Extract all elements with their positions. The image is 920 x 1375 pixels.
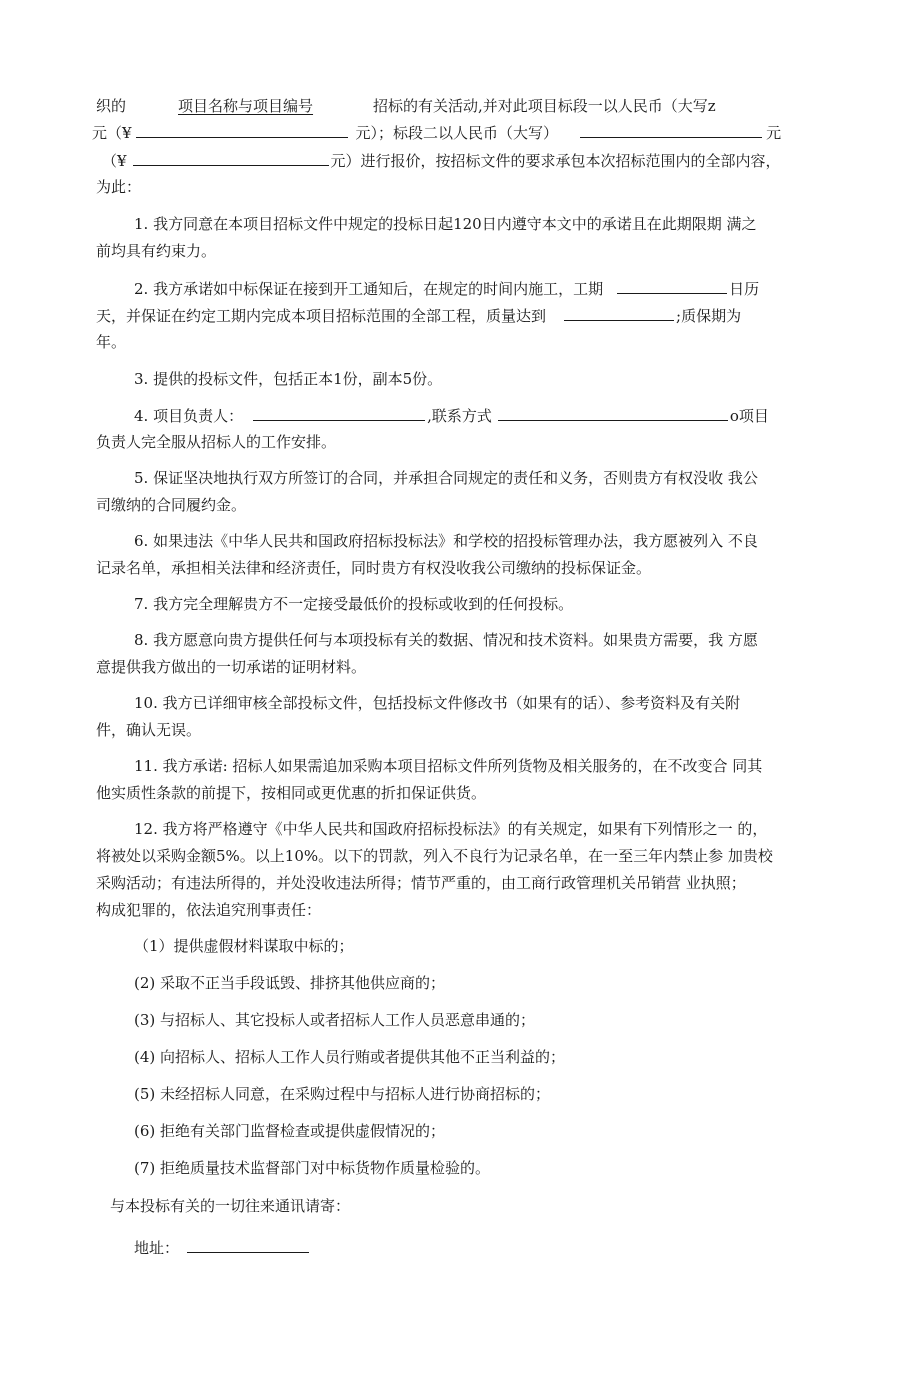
item-10-line-2: 件，确认无误。 xyxy=(96,721,202,739)
intro-text: （¥ xyxy=(102,152,127,170)
intro-text: 织的 xyxy=(96,97,127,115)
item-12-line-2: 将被处以采购金额5%。以上10%。以下的罚款，列入不良行为记录名单，在一至三年内禁止参 加贵校 xyxy=(96,847,773,865)
item-text: ;质保期为 xyxy=(676,307,742,325)
intro-line-2 xyxy=(92,122,781,143)
item-6-line-1: 6. 如果违法《中华人民共和国政府招标投标法》和学校的招投标管理办法，我方愿被列入 不良 xyxy=(134,532,758,550)
amount-lot2-figure-blank xyxy=(133,150,329,166)
item-8-line-1: 8. 我方愿意向贵方提供任何与本项投标有关的数据、情况和技术资料。如果贵方需要，我 方愿 xyxy=(134,631,758,649)
item-1-line-2: 前均具有约束力。 xyxy=(96,242,217,260)
item-12-line-4: 构成犯罪的，依法追究刑事责任： xyxy=(96,901,322,919)
project-manager-blank xyxy=(253,405,425,421)
contact-method-blank xyxy=(498,405,728,421)
intro-line-4: 为此： xyxy=(96,178,142,196)
item-11-line-1: 11. 我方承诺: 招标人如果需追加采购本项目招标文件所列货物及相关服务的，在不改变合 同其 xyxy=(134,757,763,775)
item-2-line-3: 年。 xyxy=(96,333,127,351)
item-2-line-1 xyxy=(134,278,759,299)
case-4: (4) 向招标人、招标人工作人员行贿或者提供其他不正当利益的； xyxy=(134,1048,566,1066)
item-5-line-1: 5. 保证坚决地执行双方所签订的合同，并承担合同规定的责任和义务，否则贵方有权没收 我公 xyxy=(134,469,758,487)
item-10-line-1: 10. 我方已详细审核全部投标文件，包括投标文件修改书（如果有的话）、参考资料及有关附 xyxy=(134,694,741,712)
item-6-line-2: 记录名单，承担相关法律和经济责任，同时贵方有权没收我公司缴纳的投标保证金。 xyxy=(96,559,652,577)
address-line xyxy=(134,1237,309,1258)
construction-period-blank xyxy=(617,278,727,294)
case-5: (5) 未经招标人同意，在采购过程中与招标人进行协商招标的； xyxy=(134,1085,551,1103)
item-1-line-1: 1. 我方同意在本项目招标文件中规定的投标日起120日内遵守本文中的承诺且在此期限期 满之 xyxy=(134,215,757,233)
item-2-line-2 xyxy=(96,305,741,326)
project-name-field: 项目名称与项目编号 xyxy=(178,97,314,115)
case-2: (2) 采取不正当手段诋毁、排挤其他供应商的； xyxy=(134,974,446,992)
item-8-line-2: 意提供我方做出的一切承诺的证明材料。 xyxy=(96,658,367,676)
quality-standard-blank xyxy=(564,305,674,321)
case-6: (6) 拒绝有关部门监督检查或提供虚假情况的； xyxy=(134,1122,446,1140)
intro-line-1 xyxy=(96,96,716,116)
item-text: ,联系方式 xyxy=(427,407,492,425)
item-3-line: 3. 提供的投标文件，包括正本1份，副本5份。 xyxy=(134,370,443,388)
item-4-line-2: 负责人完全服从招标人的工作安排。 xyxy=(96,433,337,451)
item-text: 日历 xyxy=(729,280,760,298)
intro-text: 元（¥ xyxy=(92,124,132,142)
item-text: 4. 项目负责人： xyxy=(134,407,244,425)
case-1: （1）提供虚假材料谋取中标的； xyxy=(134,937,354,955)
intro-text: 元）；标段二以人民币（大写） xyxy=(355,124,559,142)
item-12-line-1: 12. 我方将严格遵守《中华人民共和国政府招标投标法》的有关规定，如果有下列情形之一 的， xyxy=(134,820,768,838)
item-7-line: 7. 我方完全理解贵方不一定接受最低价的投标或收到的任何投标。 xyxy=(134,595,574,613)
item-text: 2. 我方承诺如中标保证在接到开工通知后，在规定的时间内施工，工期 xyxy=(134,280,604,298)
item-text: 天，并保证在约定工期内完成本项目招标范围的全部工程，质量达到 xyxy=(96,307,547,325)
item-text: o项目 xyxy=(729,407,769,425)
contact-intro: 与本投标有关的一切往来通讯请寄： xyxy=(110,1197,351,1215)
amount-lot1-figure-blank xyxy=(136,122,348,138)
intro-text: 元）进行报价，按招标文件的要求承包本次招标范围内的全部内容， xyxy=(330,152,781,170)
intro-text: 招标的有关活动,并对此项目标段一以人民币（大写z xyxy=(373,97,716,115)
case-3: (3) 与招标人、其它投标人或者招标人工作人员恶意串通的； xyxy=(134,1011,536,1029)
amount-lot2-words-blank xyxy=(580,122,762,138)
address-label: 地址： xyxy=(134,1239,180,1257)
intro-text: 元 xyxy=(766,124,782,142)
intro-line-3 xyxy=(102,150,781,171)
item-4-line-1 xyxy=(134,405,769,426)
case-7: (7) 拒绝质量技术监督部门对中标货物作质量检验的。 xyxy=(134,1159,491,1177)
item-12-line-3: 采购活动；有违法所得的，并处没收违法所得；情节严重的，由工商行政管理机关吊销营 业执照； xyxy=(96,874,746,892)
item-5-line-2: 司缴纳的合同履约金。 xyxy=(96,496,247,514)
item-11-line-2: 他实质性条款的前提下，按相同或更优惠的折扣保证供货。 xyxy=(96,784,487,802)
address-blank xyxy=(187,1237,309,1253)
